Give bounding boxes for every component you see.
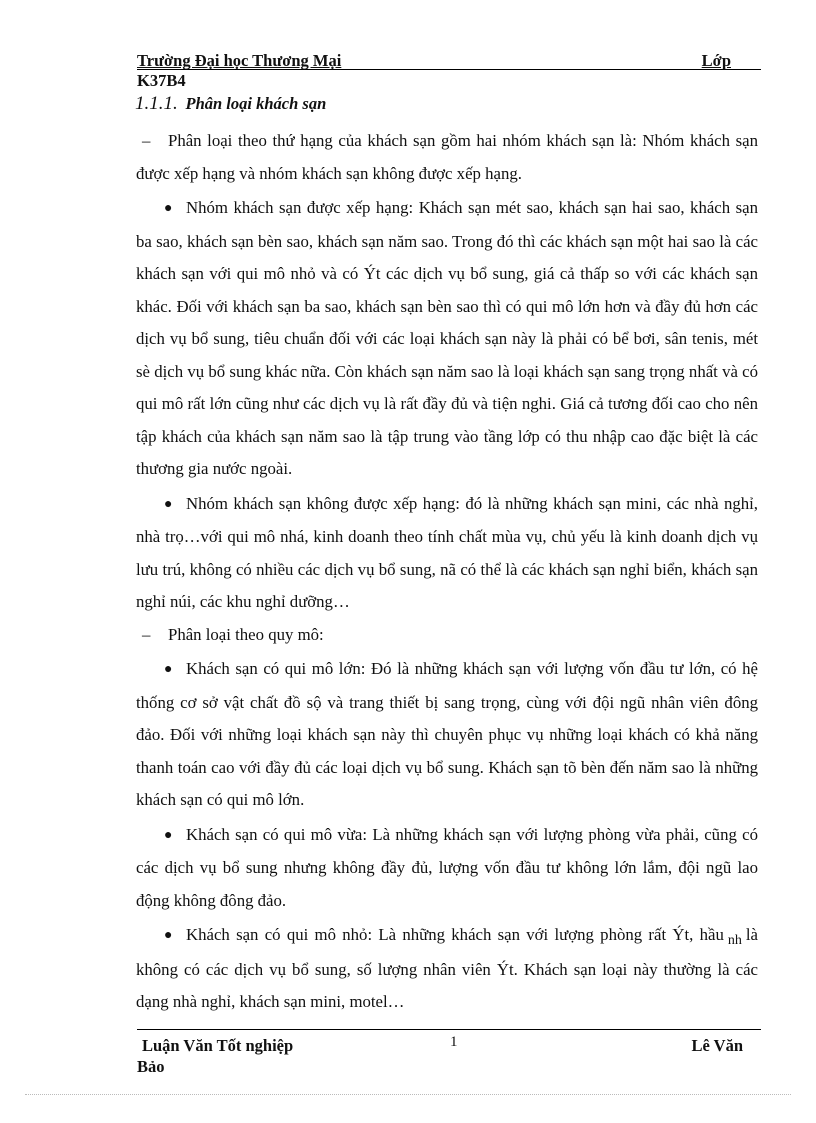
bullet-icon: ●: [164, 827, 173, 843]
bullet-icon: ●: [164, 496, 173, 512]
section-title: Phân loại khách sạn: [185, 94, 327, 113]
bullet-icon: ●: [164, 201, 173, 216]
paragraph-text: Nhóm khách sạn được xếp hạng: Khách sạn mét sao, khách sạn hai sao, khách sạn ba sao, khách sạn bèn sao, khách sạn năm sao. Trong đó thì các khách sạn một hai sao là các khách sạn với qui mô nhỏ và có Ýt các dịch vụ bổ sung, giá cả thấp so với các khách sạn khác. Đối với khách sạn ba sao, khách sạn bèn sao thì có qui mô lớn hơn và đầy đủ hơn các dịch vụ bổ sung, tiêu chuẩn đối với các loại khách sạn này là phải có bể bơi, sân tenis, mét sè dịch vụ bổ sung khác nữa. Còn khách sạn năm sao là loại khách sạn sang trọng nhất và có qui mô rất lớn cũng như các dịch vụ là rất đầy đủ và tiện nghi. Giá cả tương đối cao cho nên tập khách của khách sạn năm sao là tập trung vào tầng lớp có thu nhập cao đặc biệt là các thương gia nước ngoài.: [136, 198, 758, 478]
paragraph-large-hotels: [136, 653, 758, 817]
bullet-icon: ●: [164, 662, 173, 677]
paragraph-small-hotels: [136, 919, 758, 1019]
section-number: 1.1.1.: [135, 93, 178, 114]
paragraph-text: Phân loại theo quy mô:: [168, 624, 324, 644]
paragraph-text: là không có các dịch vụ bổ sung, số lượng nhân viên Ýt. Khách sạn loại này thường là các dạng nhà nghỉ, khách sạn mini, motel…: [136, 925, 758, 1011]
paragraph-text: Khách sạn có qui mô lớn: Đó là những khách sạn với lượng vốn đầu tư lớn, có hệ thống cơ sở vật chất đồ sộ và trang thiết bị sang trọng, cùng với đội ngũ nhân viên đông đảo. Đối với những loại khách sạn này thì chuyên phục vụ những loại khách có khả năng thanh toán cao với đầy đủ các loại dịch vụ bổ sung. Khách sạn tõ bèn đến năm sao là những khách sạn có qui mô lớn.: [136, 659, 758, 809]
page-number: 1: [450, 1034, 458, 1050]
page-bottom-divider: [25, 1094, 791, 1095]
paragraph-text: Khách sạn có qui mô vừa: Là những khách sạn với lượng phòng vừa phải, cũng có các dịch vụ bổ sung nhưng không đầy đủ, lượng vốn đầu tư không lớn lắm, đội ngũ lao động không đông đảo.: [136, 824, 758, 910]
footer-author-name: Lê Văn: [691, 1036, 743, 1055]
paragraph-text: Khách sạn có qui mô nhỏ: Là những khách sạn với lượng phòng rất Ýt, hầu: [186, 925, 724, 944]
paragraph-classification-by-scale: [136, 619, 758, 652]
dash-marker: –: [142, 131, 151, 150]
bullet-icon: ●: [164, 928, 173, 943]
paragraph-text: Nhóm khách sạn không được xếp hạng: đó là những khách sạn mini, các nhà nghỉ, nhà trọ…với qui mô nhá, kinh doanh theo tính chất mùa vụ, chủ yếu là kinh doanh dịch vụ lưu trú, không có nhiều các dịch vụ bổ sung, nã có thể là các khách sạn nghỉ biển, khách sạn nghỉ núi, các khu nghỉ dưỡng…: [136, 493, 758, 611]
paragraph-classification-by-rank: [136, 125, 758, 190]
document-body: [136, 125, 758, 1019]
header-class-label: Lớp: [701, 51, 731, 70]
paragraph-ranked-hotels: [136, 192, 758, 486]
dash-marker: –: [142, 624, 151, 644]
footer-author-name-continued: Bảo: [137, 1057, 165, 1076]
header-school-name: Trường Đại học Thương Mại: [137, 51, 342, 70]
footer-thesis-label: Luận Văn Tốt nghiệp: [142, 1036, 294, 1055]
page-footer: [137, 1029, 761, 1076]
paragraph-unranked-hotels: [136, 488, 758, 619]
paragraph-medium-hotels: [136, 819, 758, 918]
header-class-value: K37B4: [137, 71, 186, 90]
page-header: [137, 50, 761, 70]
section-heading: [135, 93, 326, 115]
subscript-fragment: nh: [727, 933, 742, 948]
paragraph-text: Phân loại theo thứ hạng của khách sạn gồm hai nhóm khách sạn là: Nhóm khách sạn được xếp hạng và nhóm khách sạn không được xếp hạng.: [136, 131, 758, 183]
